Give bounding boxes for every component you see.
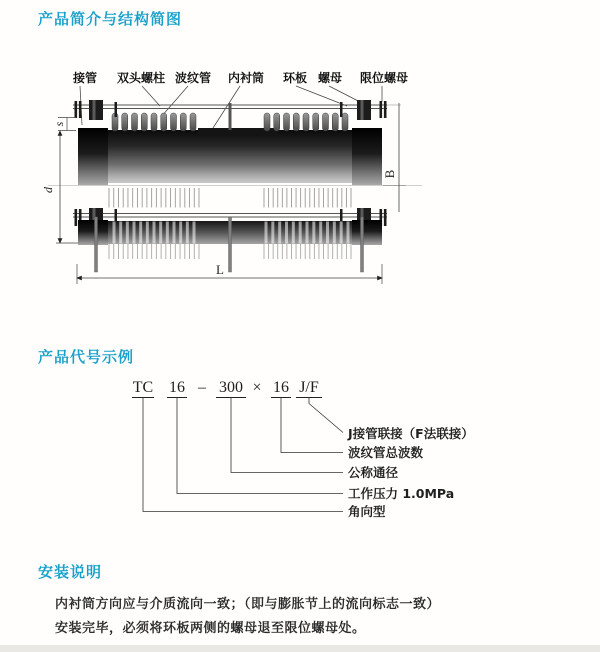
- tie-rod-bottom: [73, 214, 387, 218]
- section-title-code: 产品代号示例: [38, 348, 135, 366]
- legend-connection: J接管联接（F法联接）: [348, 426, 474, 441]
- install-line-2: 安装完毕，必须将环板两侧的螺母退至限位螺母处。: [55, 621, 366, 636]
- install-instructions: [55, 593, 555, 641]
- legend-connectors: [143, 398, 343, 512]
- token-diameter: 300: [219, 379, 243, 396]
- dim-label-B: B: [382, 169, 397, 179]
- legend-diameter: 公称通径: [348, 465, 399, 480]
- section-lines: [109, 244, 199, 259]
- section-title-install: 安装说明: [38, 563, 103, 581]
- install-line-1: 内衬筒方向应与介质流向一致；（即与膨胀节上的流向标志一致）: [55, 597, 441, 612]
- legend-waves: 波纹管总波数: [348, 445, 424, 460]
- label-bellows: 波纹管: [175, 71, 212, 85]
- dim-label-s: s: [52, 121, 66, 127]
- dim-label-L: L: [216, 262, 224, 277]
- section-title-intro: 产品简介与结构简图: [38, 10, 183, 28]
- structure-diagram: [30, 62, 440, 302]
- token-waves: 16: [273, 379, 289, 396]
- label-stud: 双头螺柱: [117, 71, 166, 85]
- legend-type: 角向型: [348, 504, 386, 519]
- label-limit-nut: 限位螺母: [360, 71, 409, 85]
- token-dash: –: [198, 379, 206, 396]
- bellows-right: [264, 113, 348, 131]
- token-times: ×: [252, 379, 262, 396]
- footer-strip: [0, 645, 600, 652]
- shell-body: [78, 128, 382, 185]
- code-legend: [347, 426, 474, 519]
- section-lines: [109, 188, 199, 208]
- tie-rod-top: [73, 105, 401, 109]
- label-ring-plate: 环板: [283, 71, 308, 85]
- bellows-left: [112, 113, 196, 131]
- dim-d: [56, 131, 78, 243]
- center-stud-top: [229, 103, 232, 130]
- code-tokens: [133, 379, 319, 396]
- dim-label-d: d: [41, 187, 55, 193]
- token-type: TC: [132, 379, 154, 396]
- label-nut: 螺母: [318, 71, 343, 85]
- bellows-section-stripes: [114, 222, 194, 244]
- label-liner: 内衬筒: [228, 71, 265, 85]
- token-connect: J/F: [299, 379, 319, 396]
- dim-B: [383, 103, 406, 212]
- code-example-diagram: [0, 372, 600, 530]
- section-lines: [264, 244, 351, 259]
- section-lines: [264, 188, 351, 208]
- token-pressure: 16: [169, 379, 185, 396]
- legend-pressure: 工作压力 1.0MPa: [348, 486, 455, 501]
- label-jieguan: 接管: [73, 71, 98, 85]
- bellows-section-stripes: [266, 222, 348, 244]
- diagram-part-labels: [72, 70, 408, 85]
